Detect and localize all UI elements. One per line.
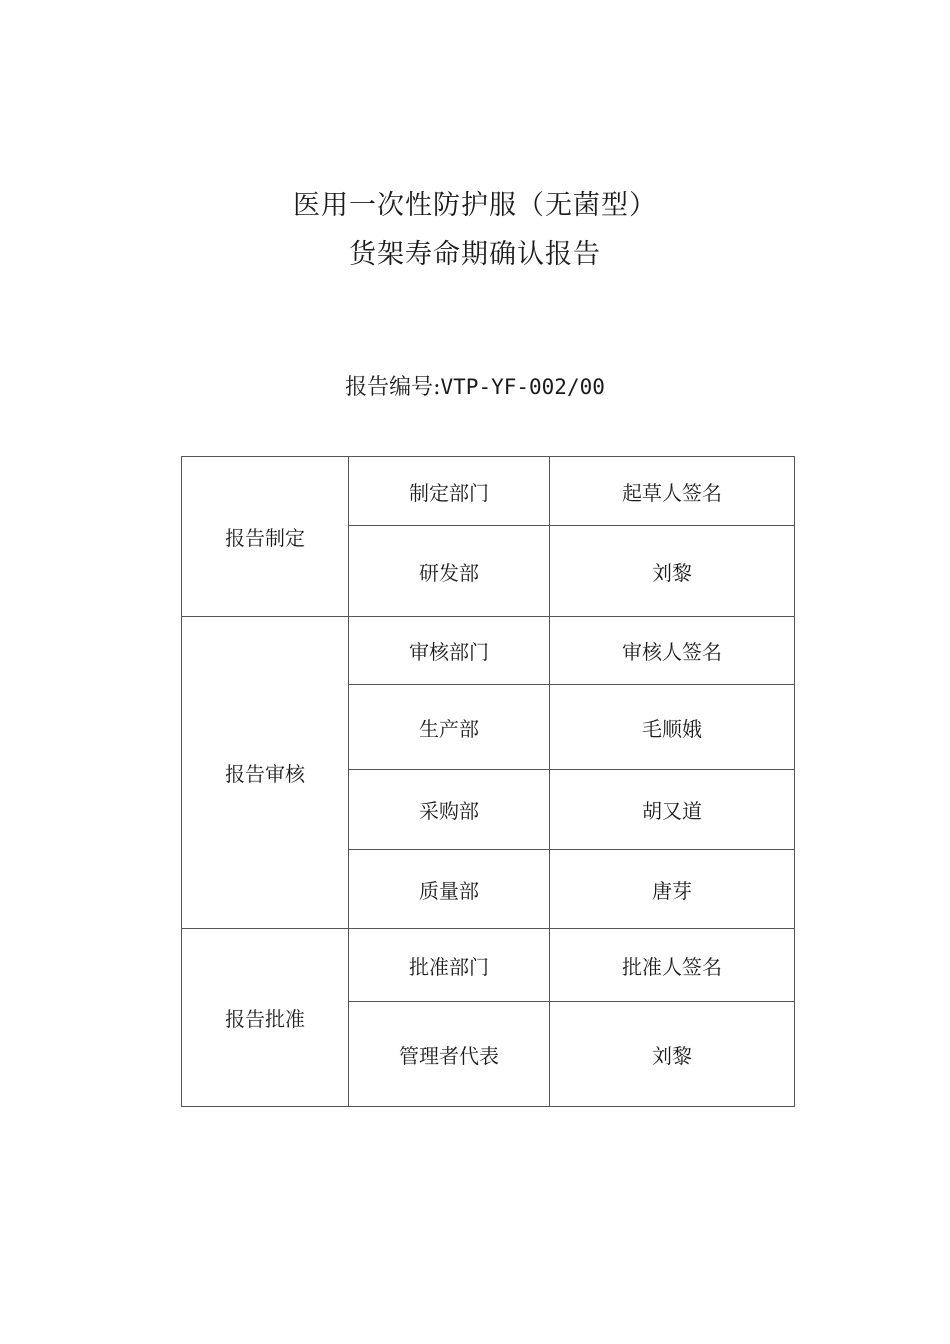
signature-cell: 刘黎 [550,1002,795,1107]
table-row [182,929,795,1002]
signature-cell: 唐芽 [550,850,795,929]
signature-cell: 毛顺娥 [550,685,795,770]
section-label-preparation: 报告制定 [182,457,349,617]
header-reviewer-signature: 审核人签名 [550,617,795,685]
header-review-department: 审核部门 [349,617,550,685]
document-title-line-1: 医用一次性防护服（无菌型） [293,190,657,221]
report-number-label: 报告编号: [345,375,441,400]
table-row [182,617,795,685]
signature-table [181,456,795,1107]
report-number-value: VTP-YF-002/00 [440,375,605,399]
header-approval-department: 批准部门 [349,929,550,1002]
department-cell: 采购部 [349,770,550,850]
department-cell: 质量部 [349,850,550,929]
document-title-line-2: 货架寿命期确认报告 [349,239,601,270]
section-label-approval: 报告批准 [182,929,349,1107]
department-cell: 生产部 [349,685,550,770]
signature-cell: 胡又道 [550,770,795,850]
department-cell: 研发部 [349,526,550,617]
table-row [182,457,795,526]
signature-cell: 刘黎 [550,526,795,617]
department-cell: 管理者代表 [349,1002,550,1107]
header-approver-signature: 批准人签名 [550,929,795,1002]
section-label-review: 报告审核 [182,617,349,929]
header-drafter-signature: 起草人签名 [550,457,795,526]
header-preparing-department: 制定部门 [349,457,550,526]
report-number [0,371,950,404]
